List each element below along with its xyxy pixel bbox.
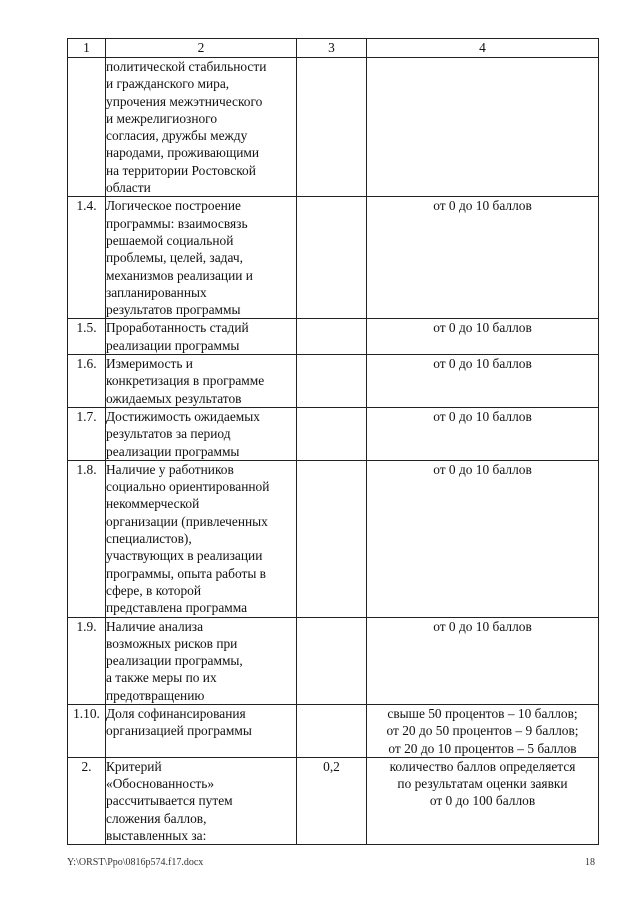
score-line: от 0 до 10 баллов (433, 320, 532, 336)
criterion-name-line: Наличие у работников (106, 461, 234, 477)
table-row (68, 319, 599, 355)
criterion-name-line: участвующих в реализации (106, 548, 263, 564)
row-number-cell: 1.10. (68, 704, 106, 757)
criterion-name-line: запланированных (106, 284, 207, 300)
score-line: по результатам оценки заявки (397, 776, 568, 792)
criterion-name-line: «Обоснованность» (106, 776, 215, 792)
table-row (68, 460, 599, 617)
criterion-name-line: программы: взаимосвязь (106, 215, 248, 231)
criterion-name-line: результатов программы (106, 302, 241, 318)
criterion-name-line: а также меры по их (106, 670, 217, 686)
weight-cell (297, 617, 367, 704)
criterion-name-line: конкретизация в программе (106, 373, 265, 389)
criterion-name-line: программы, опыта работы в (106, 565, 266, 581)
criterion-name-cell (106, 617, 297, 704)
weight-cell: 0,2 (297, 757, 367, 844)
criterion-name-line: на территории Ростовской (106, 162, 256, 178)
header-cell: 1 (68, 39, 106, 58)
score-line: свыше 50 процентов – 10 баллов; (387, 705, 578, 721)
criterion-name-line: упрочения межэтнического (106, 93, 263, 109)
criterion-name-cell (106, 197, 297, 319)
criterion-name-line: сфере, в которой (106, 582, 202, 598)
criterion-name-line: области (106, 180, 151, 196)
weight-cell (297, 355, 367, 408)
criterion-name-line: социально ориентированной (106, 479, 270, 495)
criterion-name-line: Доля софинансирования (106, 705, 246, 721)
criterion-name-line: Критерий (106, 758, 162, 774)
score-cell (367, 197, 599, 319)
criterion-name-cell (106, 58, 297, 197)
criterion-name-cell (106, 355, 297, 408)
weight-cell (297, 704, 367, 757)
table-row (68, 757, 599, 844)
table-row (68, 197, 599, 319)
score-cell (367, 355, 599, 408)
criterion-name-line: Измеримость и (106, 356, 193, 372)
criterion-name-line: механизмов реализации и (106, 267, 253, 283)
score-line: от 20 до 50 процентов – 9 баллов; (386, 723, 579, 739)
criterion-name-line: политической стабильности (106, 59, 267, 74)
header-cell: 4 (367, 39, 599, 58)
criterion-name-line: возможных рисков при (106, 635, 238, 651)
criterion-name-line: реализации программы (106, 443, 240, 459)
row-number-cell: 1.8. (68, 460, 106, 617)
footer-file-path: Y:\ORST\Ppo\0816p574.f17.docx (67, 857, 204, 868)
criteria-table (67, 38, 599, 845)
criterion-name-line: Логическое построение (106, 198, 241, 214)
score-cell (367, 58, 599, 197)
criterion-name-line: решаемой социальной (106, 232, 234, 248)
row-number-cell (68, 58, 106, 197)
weight-cell (297, 460, 367, 617)
criterion-name-cell (106, 757, 297, 844)
score-line: от 0 до 10 баллов (433, 618, 532, 634)
table-row (68, 704, 599, 757)
row-number-cell: 1.6. (68, 355, 106, 408)
score-line: от 0 до 10 баллов (433, 198, 532, 214)
criterion-name-cell (106, 704, 297, 757)
criterion-name-line: согласия, дружбы между (106, 128, 248, 144)
row-number-cell: 1.9. (68, 617, 106, 704)
weight-cell (297, 319, 367, 355)
score-line: количество баллов определяется (389, 758, 576, 774)
table-row (68, 355, 599, 408)
page-number: 18 (585, 857, 595, 868)
weight-cell (297, 197, 367, 319)
criterion-name-line: Наличие анализа (106, 618, 204, 634)
score-cell (367, 617, 599, 704)
criterion-name-line: реализации программы, (106, 653, 243, 669)
criterion-name-cell (106, 319, 297, 355)
criterion-name-line: сложения баллов, (106, 810, 207, 826)
header-cell: 3 (297, 39, 367, 58)
criterion-name-line: и гражданского мира, (106, 76, 230, 92)
criterion-name-line: народами, проживающими (106, 145, 260, 161)
header-cell: 2 (106, 39, 297, 58)
row-number-cell: 1.5. (68, 319, 106, 355)
criterion-name-line: и межрелигиозного (106, 110, 218, 126)
weight-cell (297, 407, 367, 460)
score-line: от 20 до 10 процентов – 5 баллов (388, 740, 577, 756)
score-line: от 0 до 10 баллов (433, 356, 532, 372)
criterion-name-line: специалистов), (106, 531, 192, 547)
criterion-name-line: Достижимость ожидаемых (106, 408, 260, 424)
row-number-cell: 1.4. (68, 197, 106, 319)
score-line: от 0 до 100 баллов (429, 793, 536, 809)
criterion-name-line: проблемы, целей, задач, (106, 250, 243, 266)
table-row (68, 58, 599, 197)
criterion-name-cell (106, 460, 297, 617)
table-row (68, 407, 599, 460)
header-row (68, 39, 599, 58)
table-body (68, 58, 599, 845)
score-cell (367, 460, 599, 617)
criterion-name-line: Проработанность стадий (106, 320, 249, 336)
criterion-name-cell (106, 407, 297, 460)
criterion-name-line: некоммерческой (106, 496, 200, 512)
criterion-name-line: реализации программы (106, 337, 240, 353)
criterion-name-line: ожидаемых результатов (106, 390, 242, 406)
score-cell (367, 319, 599, 355)
score-line: от 0 до 10 баллов (433, 408, 532, 424)
score-cell (367, 757, 599, 844)
criterion-name-line: организации (привлеченных (106, 513, 268, 529)
criterion-name-line: организацией программы (106, 723, 252, 739)
score-line: от 0 до 10 баллов (433, 461, 532, 477)
weight-cell (297, 58, 367, 197)
score-cell (367, 407, 599, 460)
criterion-name-line: представлена программа (106, 600, 248, 616)
row-number-cell: 2. (68, 757, 106, 844)
row-number-cell: 1.7. (68, 407, 106, 460)
criterion-name-line: предотвращению (106, 687, 205, 703)
criterion-name-line: результатов за период (106, 426, 231, 442)
table-row (68, 617, 599, 704)
score-cell (367, 704, 599, 757)
criterion-name-line: рассчитывается путем (106, 793, 233, 809)
criterion-name-line: выставленных за: (106, 828, 207, 844)
